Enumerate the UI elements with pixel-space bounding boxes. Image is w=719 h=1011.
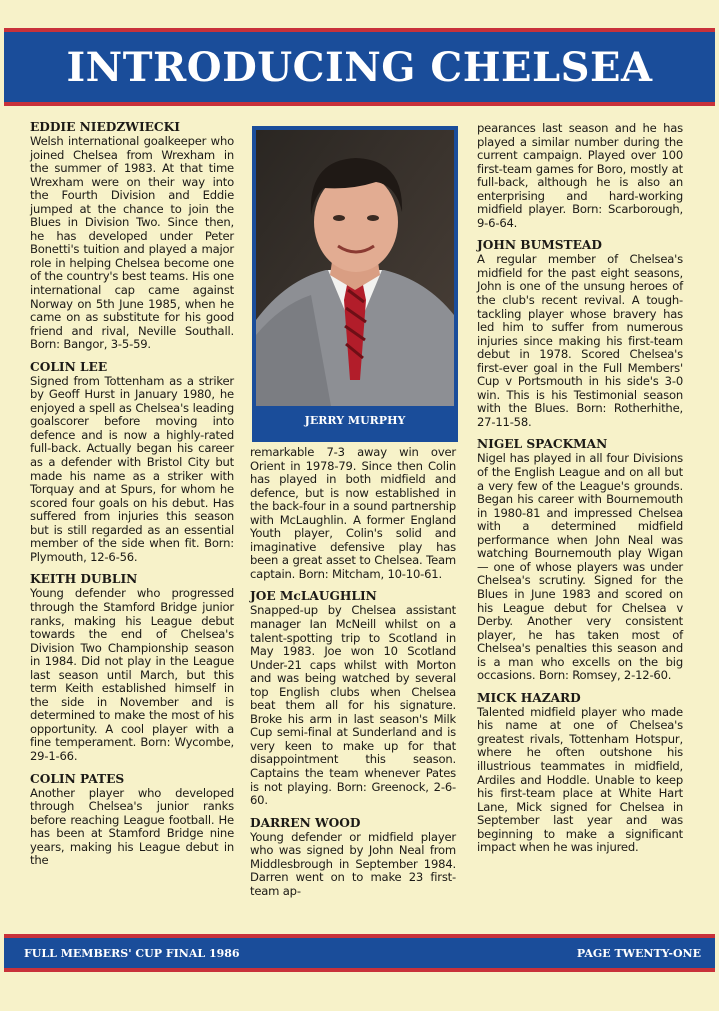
heading-nigel-spackman: NIGEL SPACKMAN bbox=[477, 437, 608, 452]
bio-keith-dublin: Young defender who progressed through the Stamford Bridge junior ranks, making his League debut towards the end of Chelsea's Division Two Championship season in 1984. Did not play in the League last season until March, but this term Keith established himself in the side in November and is determined to make the most of his opportunity. A cool player with a fine temperament. Born: Wycombe, 29-1-66. bbox=[30, 586, 234, 763]
player-portrait-image bbox=[256, 130, 454, 406]
bio-colin-pates: Another player who developed through Chelsea's junior ranks before reaching League football. He has been at Stamford Bridge nine years, making his League debut in the bbox=[30, 785, 234, 868]
footer-page-number: PAGE TWENTY-ONE bbox=[576, 947, 701, 960]
heading-john-bumstead: JOHN BUMSTEAD bbox=[477, 238, 602, 253]
bio-mick-hazard: Talented midfield player who made his name at one of Chelsea's greatest rivals, Tottenham Hotspur, where he often outshone his illustrious teammates in midfield, Ardiles and Hoddle. Unable to keep his first-team place at White Hart Lane, Mick signed for Chelsea in September last year and was beginning to make a significant impact when he was injured. bbox=[477, 704, 683, 855]
bio-darren-wood-continued: pearances last season and he has played a similar number during the current campaign. Played over 100 first-team games for Boro, mostly at full-back, although he is also an enterprising and hard-working midfield player. Born: Scarborough, 9-6-64. bbox=[477, 121, 683, 230]
page-header-banner bbox=[4, 28, 715, 106]
photo-caption: JERRY MURPHY bbox=[304, 414, 406, 427]
heading-colin-lee: COLIN LEE bbox=[30, 359, 108, 374]
heading-mick-hazard: MICK HAZARD bbox=[477, 690, 581, 705]
bio-colin-pates-continued: remarkable 7-3 away win over Orient in 1978-79. Since then Colin has played in both midfield and defence, but is now established in the back-four in a sound partnership with McLaughlin. A former England Youth player, Colin's solid and imaginative defensive play has been a great asset to Chelsea. Team captain. Born: Mitcham, 10-10-61. bbox=[250, 445, 456, 581]
bio-nigel-spackman: Nigel has played in all four Divisions of the English League and on all but a very few of the League's grounds. Began his career with Bournemouth in 1980-81 and impressed Chelsea with a determined midfield performance when John Neal was watching Bournemouth play Wigan — one of whose players was under Chelsea's scrutiny. Signed for the Blues in June 1983 and scored on his League debut for Chelsea v Derby. Another very consistent player, he has taken most of Chelsea's penalties this season and is a man who excells on the big occasions. Born: Romsey, 2-12-60. bbox=[477, 451, 683, 683]
heading-keith-dublin: KEITH DUBLIN bbox=[30, 572, 138, 587]
bio-john-bumstead: A regular member of Chelsea's midfield for the past eight seasons, John is one of the unsung heroes of the club's recent revival. A tough-tackling player whose bravery has led him to suffer from numerous injuries since making his first-team debut in 1978. Scored Chelsea's first-ever goal in the Full Members' Cup v Portsmouth in his side's 3-0 win. This is his Testimonial season with the Blues. Born: Rotherhithe, 27-11-58. bbox=[477, 252, 683, 429]
bio-darren-wood: Young defender or midfield player who was signed by John Neal from Middlesbrough in September 1984. Darren went on to make 23 first-team ap- bbox=[250, 829, 456, 898]
page-title: INTRODUCING CHELSEA bbox=[66, 44, 653, 91]
page-footer-banner bbox=[4, 934, 715, 972]
column-right bbox=[477, 122, 683, 855]
bio-joe-mclaughlin: Snapped-up by Chelsea assistant manager Ian McNeill whilst on a talent-spotting trip to Scotland in May 1983. Joe won 10 Scotland Under-21 caps whilst with Morton and was being watched by several top English clubs when Chelsea beat them all for his signature. Broke his arm in last season's Milk Cup semi-final at Sunderland and is very keen to make up for that disappointment this season. Captains the team whenever Pates is not playing. Born: Greenock, 2-6-60. bbox=[250, 603, 456, 808]
player-photo-frame bbox=[252, 126, 458, 442]
bio-colin-lee: Signed from Tottenham as a striker by Geoff Hurst in January 1980, he enjoyed a spell as Chelsea's leading goalscorer before moving into defence and is now a highly-rated full-back. Actually began his career as a defender with Bristol City but made his name as a striker with Torquay and at Spurs, for whom he scored four goals on his debut. Has suffered from injuries this season but is still regarded as an essential member of the side when fit. Born: Plymouth, 12-6-56. bbox=[30, 373, 234, 564]
heading-colin-pates: COLIN PATES bbox=[30, 771, 125, 786]
column-middle bbox=[250, 446, 456, 898]
footer-publication-title: FULL MEMBERS' CUP FINAL 1986 bbox=[24, 947, 240, 960]
column-left bbox=[30, 120, 234, 868]
bio-eddie-niedzwiecki: Welsh international goalkeeper who joined Chelsea from Wrexham in the summer of 1983. At that time Wrexham were on their way into the Fourth Division and Eddie jumped at the chance to join the Blues in Division Two. Since then, he has developed under Peter Bonetti's tuition and played a major role in helping Chelsea become one of the country's best teams. His one international cap came against Norway on 5th June 1985, when he came on as substitute for his good friend and rival, Neville Southall. Born: Bangor, 3-5-59. bbox=[30, 134, 234, 352]
heading-eddie-niedzwiecki: EDDIE NIEDZWIECKI bbox=[30, 120, 180, 134]
heading-joe-mclaughlin: JOE McLAUGHLIN bbox=[250, 589, 377, 604]
player-photo bbox=[256, 130, 454, 406]
heading-darren-wood: DARREN WOOD bbox=[250, 815, 361, 830]
